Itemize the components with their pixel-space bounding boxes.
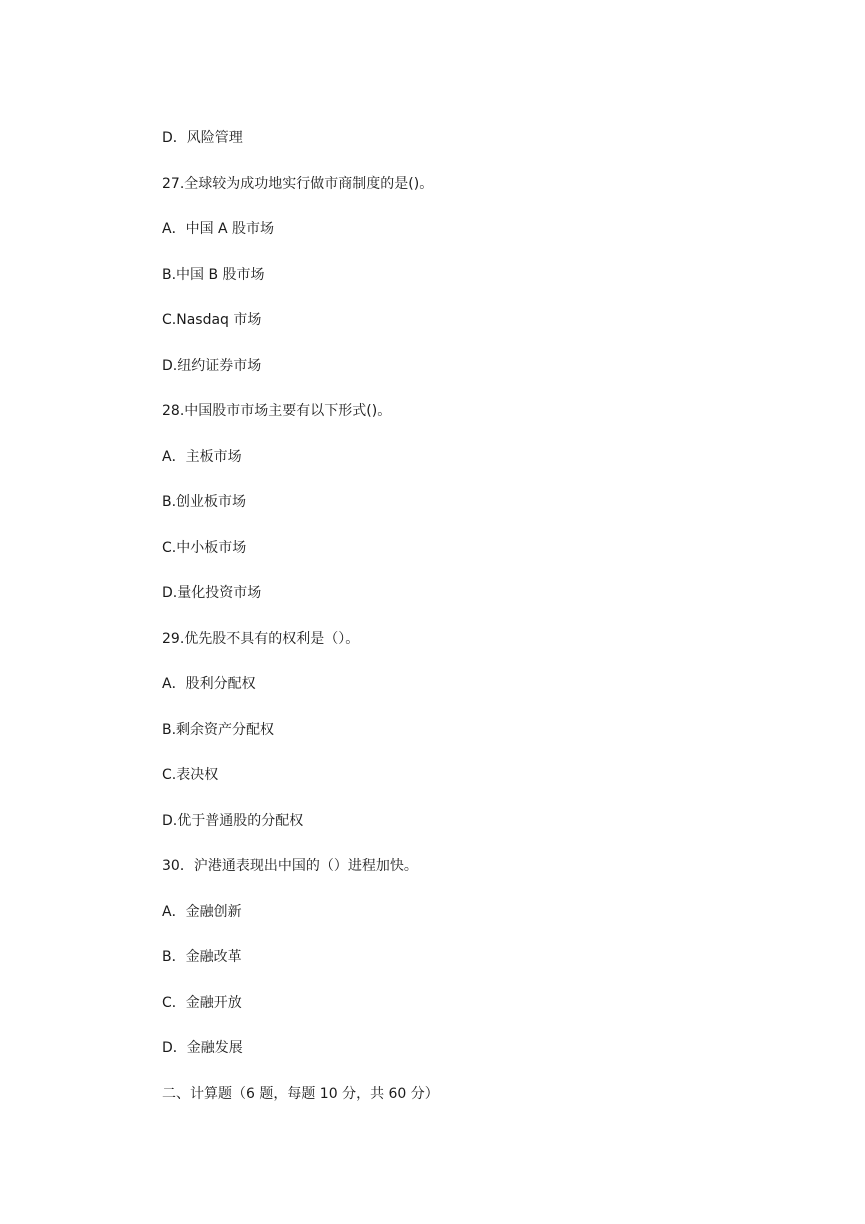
question-27: 27.全球较为成功地实行做市商制度的是()。 (162, 175, 434, 192)
option-29-d: D.优于普通股的分配权 (162, 812, 304, 829)
question-28: 28.中国股市市场主要有以下形式()。 (162, 403, 392, 419)
option-28-c: C.中小板市场 (162, 539, 247, 556)
option-30-b: B．金融改革 (162, 949, 242, 965)
option-30-a: A．金融创新 (162, 903, 242, 920)
option-30-c: C．金融开放 (162, 994, 242, 1011)
option-29-b: B.剩余资产分配权 (162, 721, 275, 738)
option-29-a: A．股利分配权 (162, 676, 256, 692)
option-26-d: D．风险管理 (162, 130, 243, 146)
document-body (162, 127, 782, 1128)
option-27-c: C.Nasdaq 市场 (162, 312, 262, 328)
section-heading-calculation: 二、计算题（6 题，每题 10 分，共 60 分） (162, 1085, 439, 1102)
question-29: 29.优先股不具有的权利是（）。 (162, 630, 360, 647)
option-28-b: B.创业板市场 (162, 494, 247, 510)
option-27-d: D.纽约证券市场 (162, 357, 262, 374)
question-30: 30．沪港通表现出中国的（）进程加快。 (162, 858, 418, 874)
option-27-a: A．中国 A 股市场 (162, 221, 275, 237)
option-30-d: D．金融发展 (162, 1040, 243, 1056)
option-28-a: A．主板市场 (162, 448, 242, 465)
option-29-c: C.表决权 (162, 767, 219, 783)
option-27-b: B.中国 B 股市场 (162, 266, 265, 283)
option-28-d: D.量化投资市场 (162, 585, 262, 601)
